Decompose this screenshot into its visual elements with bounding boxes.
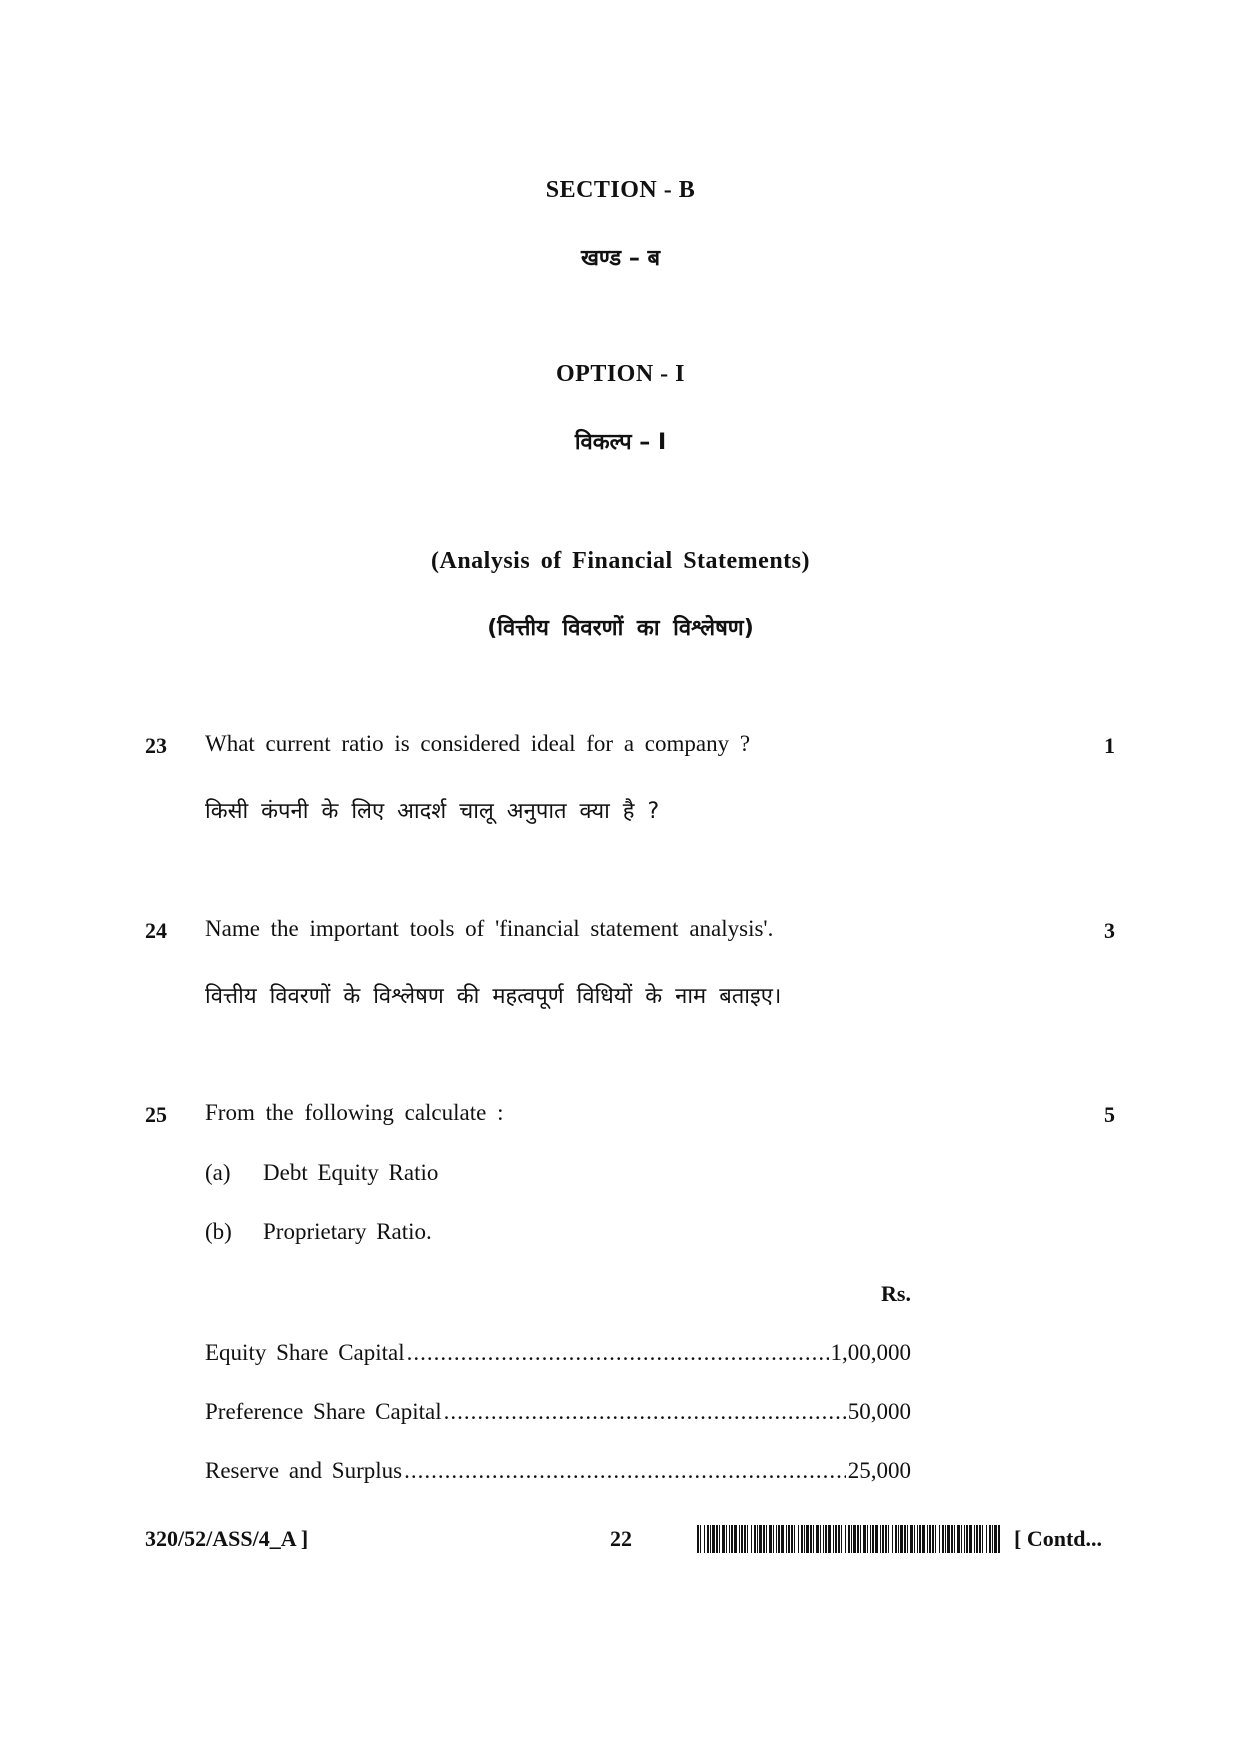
page-number: 22 <box>610 1526 632 1551</box>
part-label: (a) <box>205 1160 231 1185</box>
row-label: Equity Share Capital <box>205 1340 405 1365</box>
leader-dots <box>444 1399 846 1425</box>
option-title: OPTION - I <box>555 361 685 387</box>
table-row <box>205 1340 911 1366</box>
row-label: Preference Share Capital <box>205 1399 442 1424</box>
question-text-hindi: किसी कंपनी के लिए आदर्श चालू अनुपात क्या है ? <box>205 799 660 824</box>
section-title: SECTION - B <box>545 177 696 203</box>
question-marks: 3 <box>1104 918 1115 943</box>
row-label: Reserve and Surplus <box>205 1458 403 1483</box>
question-number: 25 <box>145 1102 167 1127</box>
section-title-hindi: खण्ड – ब <box>580 246 661 271</box>
barcode-image <box>697 1525 1000 1553</box>
question-number: 23 <box>145 733 167 758</box>
part-text: Debt Equity Ratio <box>263 1160 439 1185</box>
question-text: What current ratio is considered ideal for a company ? <box>205 731 751 756</box>
part-label: (b) <box>205 1219 232 1244</box>
question-number: 24 <box>145 918 167 943</box>
option-title-hindi: विकल्प – I <box>574 430 667 455</box>
table-row <box>205 1399 911 1425</box>
question-marks: 1 <box>1104 733 1115 758</box>
question-text: From the following calculate : <box>205 1100 504 1125</box>
part-text: Proprietary Ratio. <box>263 1219 432 1244</box>
question-marks: 5 <box>1104 1102 1115 1127</box>
row-value: 1,00,000 <box>830 1340 911 1365</box>
table-row <box>205 1458 911 1484</box>
leader-dots <box>407 1340 829 1366</box>
topic-title-hindi: (वित्तीय विवरणों का विश्लेषण) <box>487 616 754 641</box>
question-text-hindi: वित्तीय विवरणों के विश्लेषण की महत्वपूर्ण विधियों के नाम बताइए। <box>205 984 782 1009</box>
row-value: 25,000 <box>847 1458 911 1483</box>
amount-unit: Rs. <box>881 1281 911 1306</box>
topic-title: (Analysis of Financial Statements) <box>431 548 810 574</box>
paper-code: 320/52/ASS/4_A ] <box>145 1526 309 1551</box>
leader-dots <box>404 1458 846 1484</box>
question-text: Name the important tools of 'financial statement analysis'. <box>205 916 774 941</box>
continued-label: [ Contd... <box>1014 1526 1103 1551</box>
row-value: 50,000 <box>847 1399 911 1424</box>
